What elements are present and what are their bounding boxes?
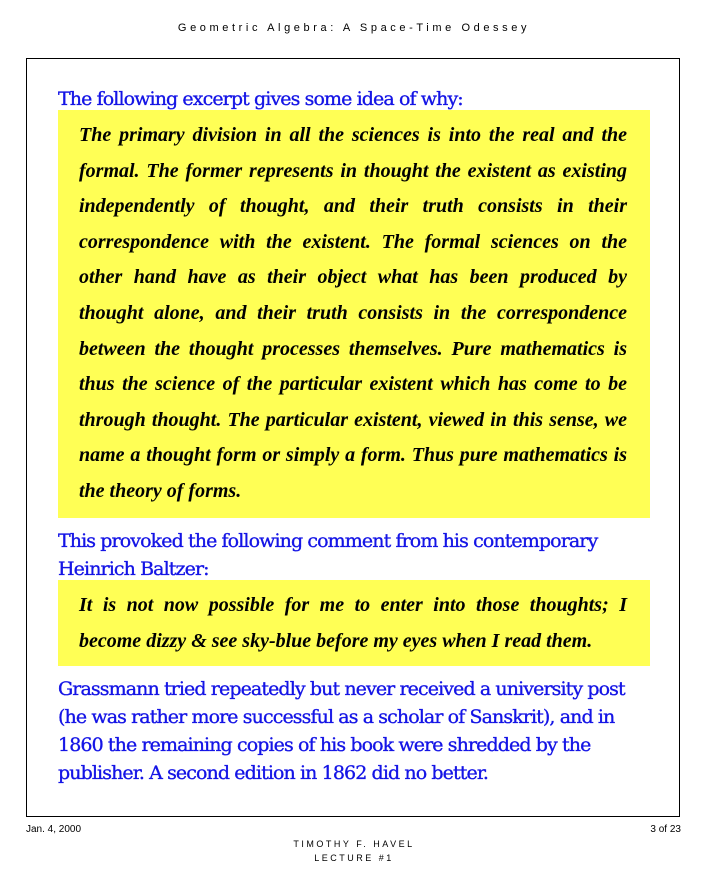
footer-date: Jan. 4, 2000 [26,824,82,835]
comment-text: This provoked the following comment from his contemporary Heinrich Baltzer: [58,530,598,580]
footer-lecture: LECTURE #1 [314,853,394,863]
quote-block-baltzer: It is not now possible for me to enter into those thoughts; I become dizzy & see sky-blue before my eyes when I read them. [58,580,650,666]
intro-text: The following excerpt gives some idea of why: [58,88,463,110]
footer-credits [0,837,708,865]
footer-page-number: 3 of 23 [650,824,681,835]
running-header-title: Geometric Algebra: A Space-Time Odessey [177,22,531,34]
closing-paragraph: Grassmann tried repeatedly but never received a university post (he was rather more successful as a scholar of Sanskrit), and in 1860 the remaining copies of his book were shredded by the publisher. A second edition in 1862 did no better. [58,678,625,784]
quote-block-grassmann: The primary division in all the sciences is into the real and the formal. The former represents in thought the existent as existing independently of thought, and their truth consists in their correspondence with the existent. The formal sciences on the other hand have as their object what has been produced by thought alone, and their truth consists in the correspondence between the thought processes themselves. Pure mathematics is thus the science of the particular existent which has come to be through thought. The particular existent, viewed in this sense, we name a thought form or simply a form. Thus pure mathematics is the theory of forms. [58,110,650,518]
footer-author: TIMOTHY F. HAVEL [293,839,415,849]
